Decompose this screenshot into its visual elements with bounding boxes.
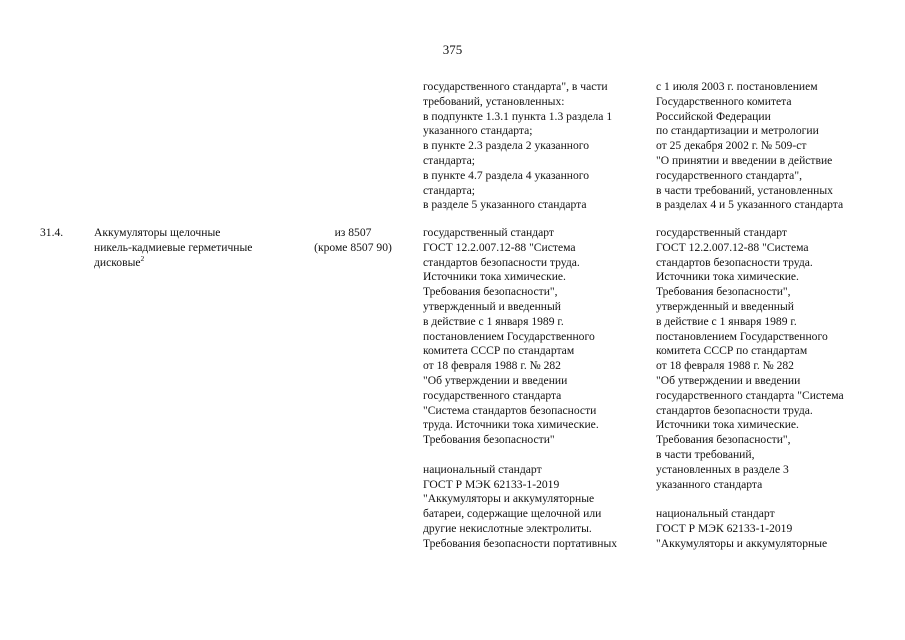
row-standards-text: государственный стандарт ГОСТ 12.2.007.12-88 "Система стандартов безопасности труда. Источники тока химические. Требования безопасности", утвержденный и введенный в действие с 1 января 1989 г. постановлением Государственного комитета СССР по стандартам от 18 февраля 1988 г. № 282 "Об утверждении и введении государственного стандарта "Система стандартов безопасности труда. Источники тока химические. Требования безопасности" национальный стандарт ГОСТ Р МЭК 62133-1-2019 "Аккумуляторы и аккумуляторные батареи, содержащие щелочной или другие некислотные электролиты. Требования безопасности портативных [423, 226, 618, 550]
row-applicability-text: государственный стандарт ГОСТ 12.2.007.12-88 "Система стандартов безопасности труда. Источники тока химические. Требования безопасности", утвержденный и введенный в действие с 1 января 1989 г. постановлением Государственного комитета СССР по стандартам от 18 февраля 1988 г. № 282 "Об утверждении и введении государственного стандарта "Система стандартов безопасности труда. Источники тока химические. Требования безопасности", в части требований, установленных в разделе 3 указанного стандарта национальный стандарт ГОСТ Р МЭК 62133-1-2019 "Аккумуляторы и аккумуляторные [656, 226, 844, 550]
product-name-cell [94, 226, 252, 270]
page-number: 375 [442, 42, 463, 57]
tn-ved-code: из 8507 (кроме 8507 90) [314, 226, 392, 254]
continuation-applicability-text: с 1 июля 2003 г. постановлением Государственного комитета Российской Федерации по стандартизации и метрологии от 25 декабря 2002 г. № 509-ст "О принятии и введении в действие государственного стандарта", в части требований, установленных в разделах 4 и 5 указанного стандарта [656, 80, 844, 212]
row-number: 31.4. [40, 226, 64, 239]
continuation-standards-text: государственного стандарта", в части требований, установленных: в подпункте 1.3.1 пункта 1.3 раздела 1 указанного стандарта; в пункте 2.3 раздела 2 указанного стандарта; в пункте 4.7 раздела 4 указанного стандарта; в разделе 5 указанного стандарта [423, 80, 613, 212]
product-footnote-mark: 2 [140, 253, 145, 263]
product-name: Аккумуляторы щелочные никель-кадмиевые герметичные дисковые [94, 226, 253, 269]
